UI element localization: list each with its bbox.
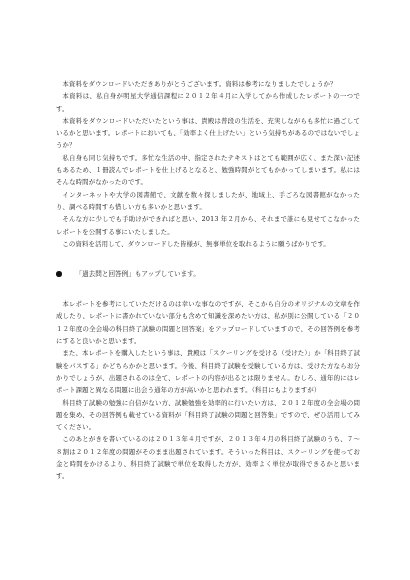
paragraph: 本資料をダウンロードいただきありがとうございます。資料は参考になりましたでしょうか？: [62, 80, 337, 88]
paragraph: 私自身も同じ気持ちです。多忙な生活の中、指定されたテキストはとても範囲が広く、また深い記述もあるため、１冊読んでレポートを仕上げるとなると、勉強時間がとてもかかってしまいます。私にはそんな時間がなかったのです。: [56, 153, 360, 187]
paragraph: この資料を活用して、ダウンロードした皆様が、無事単位を取れるように願うばかりです。: [62, 239, 330, 248]
paragraph: 科目終了試験の勉強に自信がない方、試験勉強を効率的に行いたい方は、２０１２年度の全会場の問題を集め、その回答例も載せている資料が「科目終了試験の問題と回答集」ですので、ぜひ活用してみてください。: [56, 398, 360, 432]
paragraph: 本資料をダウンロードいただいたという事は、貴殿は普段の生活を、充実しながらも多忙に過ごしているかと思います。レポートにおいても、「効率よく仕上げたい」という気持ちがあるのではないでしょうか？: [56, 116, 360, 150]
paragraph: インターネットや大学の図書館で、文献を数々探しましたが、地域上、手ごろな図書館がなかったり、調べる時間すら惜しい方も多いかと思います。: [56, 190, 360, 211]
followup-section: [56, 298, 360, 482]
paragraph: このあとがきを書いているのは２０１３年４月ですが、２０１３年４月の科目終了試験のうち、７～８割は２０１２年度の問題がそのまま出題されています。そういった科目は、スクーリングを使ってお金と時間をかけるより、科目終了試験で単位を取得した方が、効率よく単位が取得できるかと思います。: [56, 435, 360, 481]
bullet-text: 「過去問と回答例」もアップしています。: [75, 270, 200, 279]
paragraph: 本資料は、私自身が明星大学通信課程に２０１２年４月に入学してから作成したレポートの一つです。: [56, 92, 360, 113]
intro-section: [56, 78, 360, 250]
paragraph: 本レポートを参考にしていただけるのは幸いな事なのですが、そこから自分のオリジナルの文章を作成したり、レポートに書かれていない部分も含めて知識を深めたい方は、私が別に公開している「２０１２年度の全会場の科目終了試験の問題と回答案」をアップロードしていますので、その回答例を参考にすると良いかと思います。: [56, 300, 360, 346]
bullet-icon: [56, 271, 62, 277]
bullet-heading: [56, 268, 360, 280]
paragraph: また、本レポートを購入したという事は、貴殿は「スクーリングを受ける（受けた）」か「科目終了試験をパスする」かどちらかかと思います。今後、科目終了試験を受験している方は、受けた方ならお分かりでしょうが、出題されるのは全て、レポートの内容が出るとは限りません。むしろ、通年的にはレポート課題と異なる問題に出会う通年の方が高いかと思われます。（科目にもよりますが）: [56, 349, 360, 395]
paragraph: そんな方に少しでも手助けができればと思い、2013 年２月から、それまで誰にも見せてこなかったレポートを公開する事にいたしました。: [56, 215, 360, 236]
spacer: [56, 250, 360, 268]
spacer: [56, 280, 360, 298]
